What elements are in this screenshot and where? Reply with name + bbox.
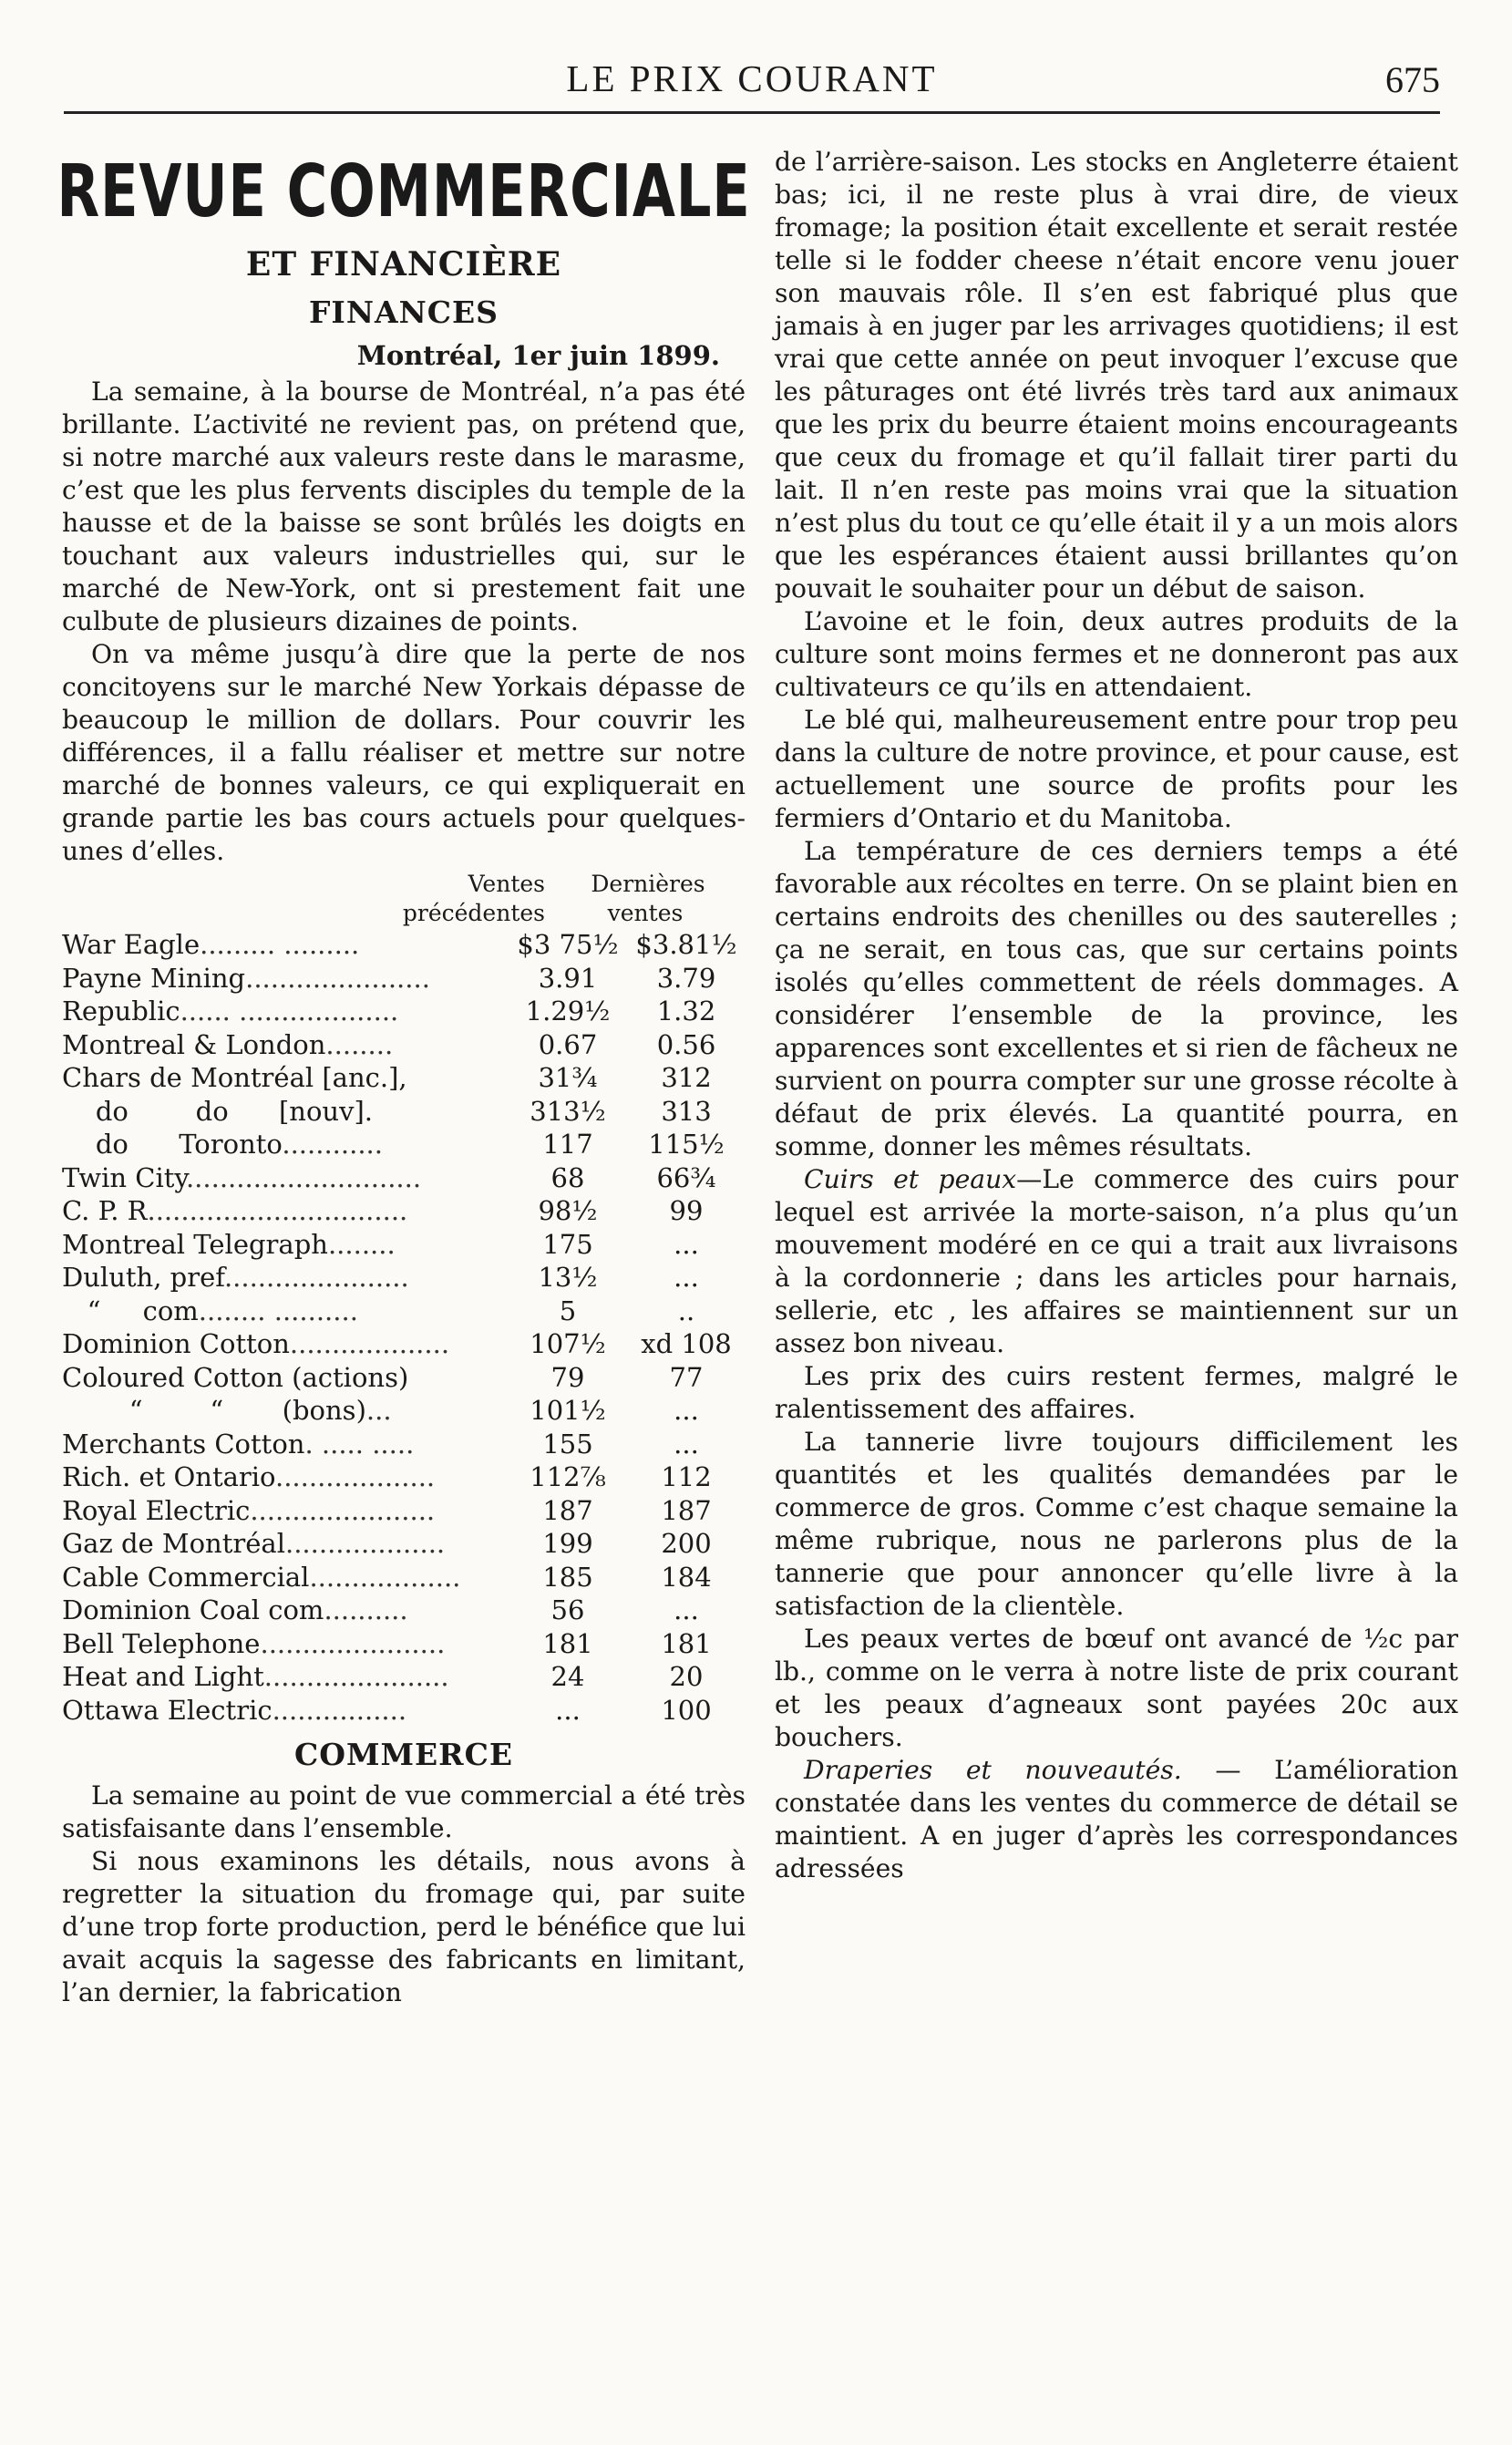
right-paragraph-1	[775, 146, 1458, 605]
stock-last-sale: xd 108	[641, 1328, 732, 1359]
stock-leader-dots: ................	[272, 1694, 407, 1726]
stock-row	[62, 1194, 746, 1228]
stock-table	[62, 928, 746, 1727]
stock-name: do do [nouv].	[62, 1095, 374, 1127]
stock-name: Montreal & London	[62, 1028, 326, 1060]
stock-name-cell	[62, 1694, 509, 1728]
right-paragraph-9	[775, 1754, 1458, 1885]
stock-leader-dots: ..................	[309, 1561, 461, 1593]
stock-last-sale: 99	[669, 1195, 704, 1226]
stock-previous-sale: 13½	[538, 1262, 598, 1293]
finances-heading: FINANCES	[308, 294, 499, 330]
stock-last-sale: ...	[674, 1228, 699, 1260]
stock-name: Royal Electric	[62, 1494, 251, 1526]
stock-name: Duluth, pref	[62, 1262, 224, 1293]
stock-name: Dominion Cotton	[62, 1328, 290, 1359]
stock-name-cell	[62, 1295, 509, 1328]
stock-name: do Toronto	[62, 1129, 283, 1160]
stock-previous-sale: 3.91	[538, 962, 598, 994]
stock-previous-sale: 181	[542, 1627, 593, 1659]
stock-name: Gaz de Montréal	[62, 1528, 285, 1559]
stock-leader-dots: . ..... .....	[304, 1428, 415, 1460]
stock-row	[62, 1694, 746, 1728]
stock-leader-dots: ......................	[245, 962, 430, 994]
stock-name-cell	[62, 995, 509, 1028]
stock-name-cell	[62, 1428, 509, 1461]
left-column	[57, 146, 751, 2009]
stock-previous-sale: 79	[550, 1361, 585, 1393]
stock-last-sale: 100	[661, 1694, 712, 1726]
right-paragraph-1-text: de l’arrière-saison. Les stocks en Angleterre étaient bas; ici, il ne reste plus à vrai dire, de vieux fromage; la position était excellente et serait restée telle si le fodder cheese n’était encore venu jouer son mauvais rôle. Il s’en est fabriqué plus que jamais à en juger par les arrivages quotidiens; il est vrai que cette année on peut invoquer l’excuse que les pâturages ont été livrés très tard aux animaux que les prix du beurre étaient moins encourageants que ceux du fromage et qu’il fallait tirer parti du lait. Il n’en reste pas moins vrai que la situation n’est plus du tout ce qu’elle était il y a un mois alors que les espérances étaient aussi brillantes qu’on pouvait le souhaiter pour un début de saison.	[775, 147, 1458, 604]
stock-leader-dots: ........ ..........	[198, 1295, 358, 1326]
stock-previous-sale: 56	[550, 1594, 585, 1625]
stock-leader-dots: ...................	[284, 1528, 446, 1559]
stock-name-cell	[62, 1327, 509, 1361]
stock-leader-dots: ...................	[274, 1461, 436, 1492]
stock-name-cell	[62, 1261, 509, 1295]
stock-name-cell	[62, 1460, 509, 1494]
stock-row	[62, 1295, 746, 1328]
stock-row	[62, 1061, 746, 1095]
stock-last-sale: 77	[669, 1361, 704, 1393]
stock-last-sale: 20	[669, 1661, 704, 1692]
stock-name: Dominion Coal com	[62, 1594, 324, 1625]
stock-previous-sale: 1.29½	[525, 996, 611, 1026]
right-paragraph-2: L’avoine et le foin, deux autres produits de la culture sont moins fermes et ne donneront pas aux cultivateurs ce qu’ils en attendaient.	[775, 606, 1458, 702]
stock-name: “ com	[62, 1295, 199, 1326]
stock-row	[62, 962, 746, 996]
stock-name-cell	[62, 928, 509, 962]
stock-name-cell	[62, 1361, 509, 1395]
stock-last-sale: 115½	[648, 1129, 725, 1160]
stock-leader-dots: ......... .........	[200, 929, 360, 960]
stock-last-sale: 187	[661, 1494, 712, 1526]
col-last-header-2: ventes	[607, 900, 684, 926]
commerce-paragraph-1: La semaine au point de vue commercial a été très satisfaisante dans l’ensemble.	[62, 1780, 746, 1843]
commerce-heading: COMMERCE	[293, 1737, 514, 1772]
col-last-header: Dernières	[591, 871, 705, 897]
stock-last-sale: 1.32	[656, 996, 716, 1026]
page-header	[64, 57, 1440, 114]
stock-previous-sale: 31¾	[538, 1062, 598, 1093]
stock-name-cell	[62, 1161, 509, 1195]
running-title: LE PRIX COURANT	[566, 57, 938, 99]
stock-previous-sale: 313½	[530, 1095, 606, 1127]
stock-previous-sale: 187	[542, 1494, 593, 1526]
stock-leader-dots: ...... ...................	[180, 996, 399, 1026]
dateline: Montréal, 1er juin 1899.	[356, 340, 720, 371]
stock-name: War Eagle	[62, 929, 201, 960]
finances-paragraph-1: La semaine, à la bourse de Montréal, n’a pas été brillante. L’activité ne revient pas, on prétend que, si notre marché aux valeurs reste dans le marasme, c’est que les plus fervents disciples du temple de la hausse et de la baisse se sont brûlés les doigts en touchant aux valeurs industrielles qui, sur le marché de New-York, ont si prestement fait une culbute de plusieurs dizaines de points.	[62, 377, 746, 636]
finances-paragraph-2: On va même jusqu’à dire que la perte de nos concitoyens sur le marché New Yorkais dépasse de beaucoup le million de dollars. Pour couvrir les différences, il a fallu réaliser et mettre sur notre marché de bonnes valeurs, ce qui expliquerait en grande partie les bas cours actuels pour quelques-unes d’elles.	[62, 639, 746, 866]
stock-leader-dots: ............	[282, 1129, 383, 1160]
stock-row	[62, 1527, 746, 1561]
stock-previous-sale: 175	[542, 1228, 593, 1260]
stock-name: “ “ (bons)	[62, 1395, 366, 1426]
commerce-paragraph-2: Si nous examinons les détails, nous avons à regretter la situation du fromage qui, par suite d’une trop forte production, perd le bénéfice que lui avait acquis la sagesse des fabricants en limitant, l’an dernier, la fabrication	[62, 1846, 746, 2007]
stock-table-header-line2	[62, 899, 746, 928]
stock-previous-sale: 117	[542, 1129, 593, 1160]
right-column	[775, 146, 1458, 1885]
stock-last-sale: ..	[677, 1295, 695, 1326]
stock-last-sale: 200	[661, 1528, 712, 1559]
stock-row	[62, 1627, 746, 1661]
stock-leader-dots: ............................	[185, 1161, 422, 1193]
stock-leader-dots: ......................	[260, 1627, 446, 1659]
col-prev-header-2: précédentes	[402, 900, 545, 926]
stock-name-cell	[62, 962, 509, 996]
stock-name-cell	[62, 1627, 509, 1661]
stock-table-header-line1	[62, 870, 746, 899]
stock-name: Coloured Cotton (actions)	[62, 1361, 409, 1393]
stock-leader-dots: ......................	[223, 1262, 409, 1293]
stock-previous-sale: 68	[550, 1161, 585, 1193]
stock-row	[62, 1095, 746, 1129]
stock-previous-sale: ...	[555, 1694, 581, 1726]
stock-row	[62, 1361, 746, 1395]
stock-previous-sale: 199	[542, 1528, 593, 1559]
stock-last-sale: 66¾	[656, 1161, 716, 1193]
stock-name-cell	[62, 1095, 509, 1129]
stock-row	[62, 928, 746, 962]
stock-row	[62, 1460, 746, 1494]
stock-row	[62, 995, 746, 1028]
stock-last-sale: $3.81½	[635, 929, 737, 960]
stock-last-sale: ...	[674, 1594, 699, 1625]
stock-name-cell	[62, 1394, 509, 1428]
stock-name-cell	[62, 1228, 509, 1262]
stock-leader-dots: ...	[365, 1395, 392, 1426]
stock-previous-sale: 98½	[538, 1195, 598, 1226]
stock-name: Heat and Light	[62, 1661, 264, 1692]
stock-row	[62, 1594, 746, 1627]
stock-name-cell	[62, 1660, 509, 1694]
stock-leader-dots: ......................	[263, 1661, 449, 1692]
right-paragraph-4: La température de ces derniers temps a été favorable aux récoltes en terre. On se plaint bien en certains endroits des chenilles ou des sauterelles ; ça ne serait, en tous cas, que sur certains points isolés qu’elles commettent de réels dommages. A considérer l’ensemble de la province, les apparences sont excellentes et si rien de fâcheux ne survient on pourra compter sur une grosse récolte à défaut de prix élevés. La quantité pourra, en somme, donner les mêmes résultats.	[775, 836, 1458, 1161]
col-prev-header: Ventes	[468, 871, 545, 897]
stock-last-sale: 181	[661, 1627, 712, 1659]
stock-previous-sale: 155	[542, 1428, 593, 1460]
stock-previous-sale: 101½	[530, 1395, 606, 1426]
stock-name-cell	[62, 1194, 509, 1228]
stock-name: Twin City	[62, 1161, 186, 1193]
stock-last-sale: ...	[674, 1428, 699, 1460]
subtitle: ET FINANCIÈRE	[245, 245, 562, 284]
stock-row	[62, 1028, 746, 1062]
cuirs-text: —Le commerce des cuirs pour lequel est arrivée la morte-saison, n’a plus qu’un mouvement modéré en ce qui a trait aux livraisons à la cordonnerie ; dans les articles pour harnais, sellerie, etc , les affaires se maintiennent sur un assez bon niveau.	[775, 1164, 1458, 1358]
stock-name: Chars de Montréal [anc.],	[62, 1062, 407, 1093]
stock-name: Republic	[62, 996, 180, 1026]
right-paragraph-3: Le blé qui, malheureusement entre pour trop peu dans la culture de notre province, et pour cause, est actuellement une source de profits pour les fermiers d’Ontario et du Manitoba.	[775, 705, 1458, 833]
stock-last-sale: 313	[661, 1095, 712, 1127]
stock-row	[62, 1161, 746, 1195]
stock-name: Cable Commercial	[62, 1561, 310, 1593]
stock-row	[62, 1428, 746, 1461]
stock-row	[62, 1660, 746, 1694]
stock-row	[62, 1228, 746, 1262]
main-title: REVUE COMMERCIALE	[57, 150, 751, 233]
stock-last-sale: 3.79	[656, 962, 716, 994]
stock-previous-sale: 107½	[530, 1328, 606, 1359]
right-paragraph-5	[775, 1163, 1458, 1360]
right-paragraph-8: Les peaux vertes de bœuf ont avancé de ½c par lb., comme on le verra à notre liste de prix courant et les peaux d’agneaux sont payées 20c aux bouchers.	[775, 1624, 1458, 1752]
stock-last-sale: 112	[661, 1461, 712, 1492]
stock-row	[62, 1327, 746, 1361]
stock-previous-sale: 24	[550, 1661, 585, 1692]
stock-name-cell	[62, 1061, 509, 1095]
stock-last-sale: ...	[674, 1262, 699, 1293]
stock-name: Merchants Cotton	[62, 1428, 305, 1460]
right-paragraph-6: Les prix des cuirs restent fermes, malgré le ralentissement des affaires.	[775, 1361, 1458, 1424]
stock-row	[62, 1394, 746, 1428]
stock-last-sale: 312	[661, 1062, 712, 1093]
stock-last-sale: 184	[661, 1561, 712, 1593]
stock-row	[62, 1561, 746, 1594]
stock-name: Montreal Telegraph	[62, 1228, 328, 1260]
stock-leader-dots: ...................	[289, 1328, 450, 1359]
stock-name-cell	[62, 1561, 509, 1594]
stock-leader-dots: ..........	[324, 1594, 408, 1625]
stock-last-sale: 0.56	[656, 1028, 716, 1060]
stock-name-cell	[62, 1128, 509, 1161]
stock-leader-dots: ........	[327, 1228, 396, 1260]
stock-previous-sale: $3 75½	[517, 929, 619, 960]
cuirs-label: Cuirs et peaux	[804, 1164, 1017, 1194]
stock-row	[62, 1261, 746, 1295]
stock-name: Payne Mining	[62, 962, 246, 994]
stock-previous-sale: 112⅞	[530, 1461, 606, 1492]
stock-leader-dots: ......................	[250, 1494, 436, 1526]
stock-name: C. P. R	[62, 1195, 148, 1226]
page-number: 675	[1385, 59, 1440, 100]
stock-leader-dots: ...............................	[147, 1195, 408, 1226]
right-paragraph-7: La tannerie livre toujours difficilement les quantités et les qualités demandées par le commerce de gros. Comme c’est chaque semaine la même rubrique, nous ne parlerons plus de la tannerie que pour annoncer qu’elle livre à la satisfaction de la clientèle.	[775, 1427, 1458, 1621]
stock-name: Ottawa Electric	[62, 1694, 273, 1726]
stock-leader-dots: ........	[325, 1028, 394, 1060]
stock-name: Rich. et Ontario	[62, 1461, 275, 1492]
stock-name: Bell Telephone	[62, 1627, 261, 1659]
stock-name-cell	[62, 1028, 509, 1062]
draperies-label: Draperies et nouveautés.	[804, 1755, 1182, 1785]
draperies-text: — L’amélioration constatée dans les ventes du commerce de détail se maintient. A en juger d’après les correspondances adressées	[775, 1755, 1458, 1883]
stock-name-cell	[62, 1594, 509, 1627]
stock-previous-sale: 185	[542, 1561, 593, 1593]
stock-row	[62, 1128, 746, 1161]
stock-name-cell	[62, 1527, 509, 1561]
stock-row	[62, 1494, 746, 1528]
stock-last-sale: ...	[674, 1395, 699, 1426]
stock-previous-sale: 0.67	[538, 1028, 598, 1060]
stock-name-cell	[62, 1494, 509, 1528]
stock-previous-sale: 5	[559, 1295, 577, 1326]
